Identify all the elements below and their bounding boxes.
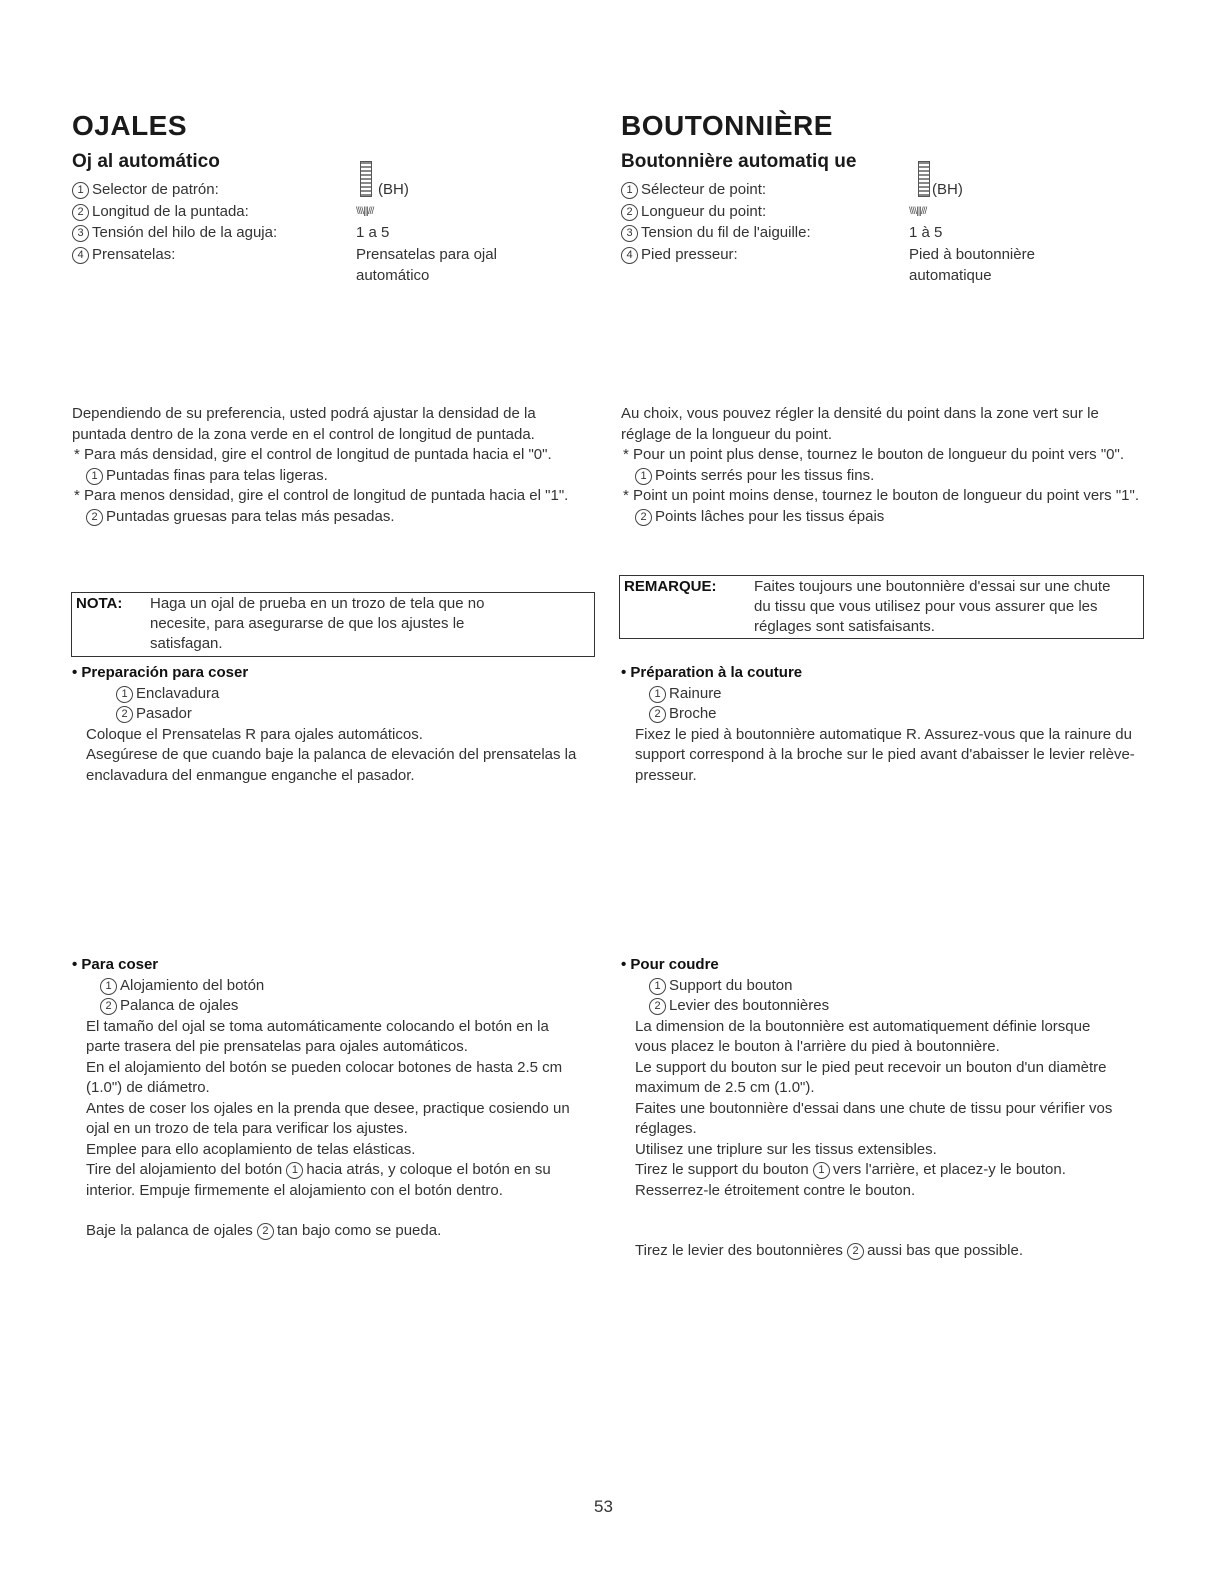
number-3-icon: 3: [621, 225, 638, 242]
prep-item: [621, 704, 1146, 725]
density-sub: [621, 466, 1146, 487]
prep-block-es: [72, 663, 596, 786]
density-sub-text: Puntadas finas para telas ligeras.: [106, 466, 328, 484]
spec-row: [621, 201, 1141, 223]
density-sub-text: Points lâches pour les tissus épais: [655, 507, 885, 525]
sew-text-part: aussi bas que possible.: [867, 1242, 1023, 1259]
spec-value: (BH): [378, 181, 409, 198]
number-1-icon: 1: [649, 686, 666, 703]
number-1-icon: 1: [116, 686, 133, 703]
spec-row: [621, 222, 1141, 244]
sew-title: • Para coser: [72, 956, 159, 973]
number-1-icon: 1: [100, 978, 117, 995]
sew-item: [621, 976, 1126, 997]
spec-row: [72, 201, 592, 223]
prep-block-fr: [621, 663, 1146, 786]
subtitle-es: Oj al automático: [72, 151, 220, 172]
density-bullet: * Pour un point plus dense, tournez le bouton de longueur du point vers "0".: [623, 446, 1124, 463]
sew-text: [635, 1241, 1126, 1262]
prep-item-text: Broche: [669, 705, 717, 722]
number-4-icon: 4: [621, 247, 638, 264]
number-3-icon: 3: [72, 225, 89, 242]
sew-text: Emplee para ello acoplamiento de telas elásticas.: [86, 1140, 416, 1158]
sew-text: Le support du bouton sur le pied peut recevoir un bouton d'un diamètre maximum de 2.5 cm (1.0").: [635, 1058, 1107, 1096]
number-1-icon: 1: [813, 1162, 830, 1179]
number-2-icon: 2: [257, 1223, 274, 1240]
spec-label: Sélecteur de point:: [641, 181, 767, 198]
note-box-es: [71, 592, 595, 657]
sew-item-text: Support du bouton: [669, 976, 793, 994]
prep-item-text: Pasador: [136, 705, 192, 722]
spec-row: [621, 244, 1141, 287]
sew-block-es: [72, 955, 572, 1242]
density-block-es: [72, 404, 594, 527]
density-block-fr: [621, 404, 1146, 527]
spec-row: [621, 179, 1141, 201]
density-intro: Au choix, vous pouvez régler la densité du point dans la zone vert sur le réglage de la longueur du point.: [621, 405, 1099, 443]
sew-text: [635, 1160, 1126, 1201]
number-2-icon: 2: [72, 204, 89, 221]
number-2-icon: 2: [100, 998, 117, 1015]
density-sub: [621, 507, 1146, 528]
sew-item-text: Palanca de ojales: [120, 997, 239, 1014]
number-2-icon: 2: [847, 1243, 864, 1260]
spec-label: Longueur du point:: [641, 202, 767, 220]
number-2-icon: 2: [649, 706, 666, 723]
sew-text: [86, 1160, 572, 1201]
sew-text: Antes de coser los ojales en la prenda que desee, practique cosiendo un ojal en un trozo de tela para verificar los ajustes.: [86, 1099, 570, 1137]
sew-text-part: Tire del alojamiento del botón: [86, 1161, 283, 1178]
spec-label: Selector de patrón:: [92, 181, 219, 198]
sew-text: Faites une boutonnière d'essai dans une chute de tissu pour vérifier vos réglages.: [635, 1099, 1113, 1137]
density-bullet: * Para más densidad, gire el control de longitud de puntada hacia el "0".: [74, 446, 552, 463]
page-number: 53: [594, 1497, 613, 1516]
spec-value: Pied à boutonnière automatique: [909, 245, 1035, 284]
spec-label: Longitud de la puntada:: [92, 202, 249, 220]
number-1-icon: 1: [649, 978, 666, 995]
density-sub: [72, 466, 594, 487]
sew-item-text: Alojamiento del botón: [120, 976, 265, 994]
note-label: REMARQUE:: [624, 578, 717, 595]
sew-text-part: Tirez le support du bouton: [635, 1161, 809, 1178]
prep-item-text: Enclavadura: [136, 684, 220, 702]
number-2-icon: 2: [621, 204, 638, 221]
stitch-length-dial-icon: \\\\|||///: [356, 205, 374, 217]
note-box-fr: [619, 575, 1144, 639]
density-sub: [72, 507, 594, 528]
prep-text: Asegúrese de que cuando baje la palanca de elevación del prensatelas la enclavadura del enmangue enganche el pasador.: [86, 746, 577, 784]
spec-row: [72, 179, 592, 201]
subtitle-fr: Boutonnière automatiq ue: [621, 151, 857, 172]
sew-text: En el alojamiento del botón se pueden colocar botones de hasta 2.5 cm (1.0") de diámetro.: [86, 1058, 563, 1096]
density-sub-text: Points serrés pour les tissus fins.: [655, 466, 875, 484]
sew-text-part: Baje la palanca de ojales: [86, 1222, 253, 1239]
sew-item: [72, 976, 572, 997]
sew-text: Utilisez une triplure sur les tissus extensibles.: [635, 1140, 937, 1158]
sew-item-text: Levier des boutonnières: [669, 997, 830, 1014]
sew-item: [72, 996, 572, 1017]
spec-label: Prensatelas:: [92, 245, 176, 263]
spec-list-fr: [621, 179, 1141, 287]
number-2-icon: 2: [649, 998, 666, 1015]
number-4-icon: 4: [72, 247, 89, 264]
sew-block-fr: [621, 955, 1126, 1262]
number-2-icon: 2: [635, 509, 652, 526]
section-title-fr: BOUTONNIÈRE: [621, 110, 833, 141]
number-1-icon: 1: [286, 1162, 303, 1179]
density-bullet: * Point un point moins dense, tournez le bouton de longueur du point vers "1".: [623, 487, 1139, 504]
prep-item: [72, 684, 596, 705]
number-1-icon: 1: [86, 468, 103, 485]
sew-text-part: vers l'arrière, et placez-y le bouton. Resserrez-le étroitement contre le bouton.: [635, 1161, 1066, 1199]
note-text: Haga un ojal de prueba en un trozo de tela que no necesite, para asegurarse de que los ajustes le satisfagan.: [150, 595, 485, 652]
spec-row: [72, 244, 592, 287]
sew-text: La dimension de la boutonnière est automatiquement définie lorsque vous placez le bouton à l'arrière du pied à boutonnière.: [635, 1017, 1091, 1055]
prep-item: [621, 684, 1146, 705]
spec-list-es: [72, 179, 592, 287]
prep-text: Coloque el Prensatelas R para ojales automáticos.: [86, 725, 423, 743]
density-bullet: * Para menos densidad, gire el control de longitud de puntada hacia el "1".: [74, 487, 569, 504]
number-1-icon: 1: [72, 182, 89, 199]
spec-label: Tension du fil de l'aiguille:: [641, 224, 811, 241]
density-sub-text: Puntadas gruesas para telas más pesadas.: [106, 507, 395, 525]
spec-value: Prensatelas para ojal automático: [356, 245, 497, 284]
prep-title: • Préparation à la couture: [621, 664, 803, 681]
prep-title: • Preparación para coser: [72, 664, 249, 681]
prep-text: Fixez le pied à boutonnière automatique R. Assurez-vous que la rainure du support correspond à la broche sur le pied avant d'abaisser le levier relève-presseur.: [635, 725, 1135, 784]
prep-item: [72, 704, 596, 725]
number-2-icon: 2: [116, 706, 133, 723]
number-1-icon: 1: [635, 468, 652, 485]
spec-value: 1 à 5: [909, 224, 943, 241]
note-label: NOTA:: [76, 595, 123, 612]
spec-row: [72, 222, 592, 244]
section-title-es: OJALES: [72, 110, 188, 141]
spec-label: Tensión del hilo de la aguja:: [92, 224, 278, 241]
sew-text: [86, 1221, 572, 1242]
sew-text-part: tan bajo como se pueda.: [276, 1222, 442, 1239]
sew-text: El tamaño del ojal se toma automáticamente colocando el botón en la parte trasera del pie prensatelas para ojales automáticos.: [86, 1017, 549, 1055]
spec-value: (BH): [932, 181, 963, 198]
spec-label: Pied presseur:: [641, 245, 738, 263]
sew-text-part: Tirez le levier des boutonnières: [635, 1242, 843, 1259]
sew-item: [621, 996, 1126, 1017]
number-2-icon: 2: [86, 509, 103, 526]
note-text: Faites toujours une boutonnière d'essai sur une chute du tissu que vous utilisez pour vous assurer que les réglages sont satisfaisants.: [754, 578, 1111, 635]
density-intro: Dependiendo de su preferencia, usted podrá ajustar la densidad de la puntada dentro de la zona verde en el control de longitud de puntada.: [72, 405, 536, 443]
sew-text-part: hacia atrás, y coloque el botón en su interior. Empuje firmemente el alojamiento con el botón dentro.: [86, 1161, 551, 1199]
stitch-length-dial-icon: \\\\|||///: [909, 205, 927, 217]
prep-item-text: Rainure: [669, 684, 722, 702]
number-1-icon: 1: [621, 182, 638, 199]
sew-title: • Pour coudre: [621, 956, 719, 973]
spec-value: 1 a 5: [356, 224, 390, 241]
